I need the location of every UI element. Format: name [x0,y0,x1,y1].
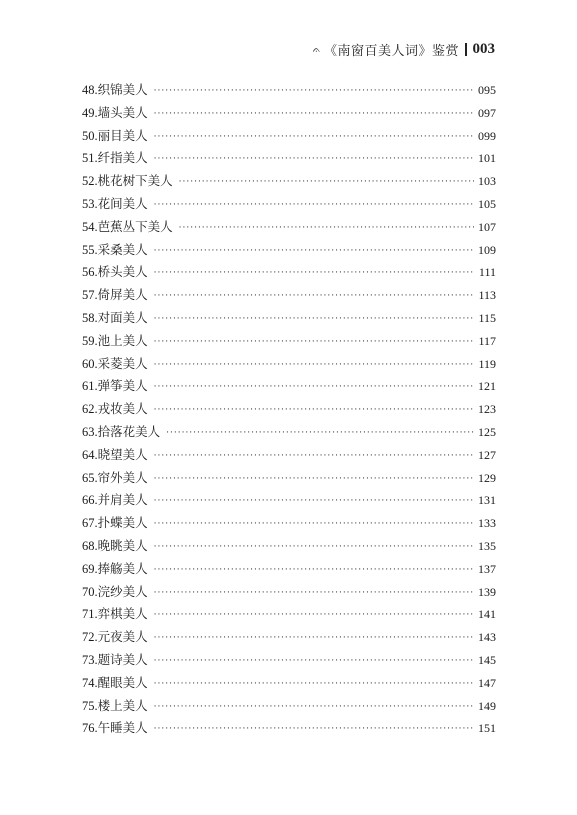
dot-leader [154,490,474,513]
entry-page-number: 123 [478,402,496,417]
entry-number: 64. [82,447,98,462]
entry-title: 倚屏美人 [97,287,148,303]
entry-number: 52. [82,174,98,189]
entry-title: 浣纱美人 [97,583,148,599]
entry-page-number: 137 [478,561,496,576]
entry-number: 60. [82,356,98,371]
entry-number: 71. [82,607,98,622]
header-divider [465,43,467,56]
entry-page-number: 111 [478,265,496,280]
entry-page-number: 103 [478,174,496,189]
entry-page-number: 117 [478,333,496,348]
toc-entry[interactable] [82,284,496,307]
dot-leader [154,650,474,673]
dot-leader [154,80,474,103]
entry-page-number: 099 [478,128,496,143]
entry-title: 拾落花美人 [97,423,161,439]
dot-leader [154,148,474,171]
entry-number: 53. [82,196,98,211]
toc-entry[interactable] [82,717,496,740]
toc-entry[interactable] [82,398,496,421]
dot-leader [154,399,474,422]
entry-title: 芭蕉丛下美人 [97,218,173,234]
toc-entry[interactable] [82,649,496,672]
entry-page-number: 143 [478,630,496,645]
entry-number: 49. [82,105,98,120]
toc-entry[interactable] [82,603,496,626]
entry-number: 65. [82,470,98,485]
dot-leader [154,696,474,719]
entry-number: 48. [82,83,98,97]
toc-entry[interactable] [82,239,496,262]
entry-title: 题诗美人 [97,651,148,667]
dot-leader [154,240,474,263]
toc-entry[interactable] [82,307,496,330]
dot-leader [179,217,474,240]
entry-page-number: 107 [478,219,496,234]
entry-number: 66. [82,493,98,508]
header-ornament-icon: ᨊ [312,44,321,55]
entry-number: 75. [82,698,98,713]
entry-title: 晓望美人 [97,446,148,462]
entry-number: 73. [82,652,98,667]
entry-number: 70. [82,584,98,599]
toc-entry[interactable] [82,375,496,398]
entry-number: 67. [82,516,98,531]
entry-title: 织锦美人 [97,82,148,97]
dot-leader [154,285,475,308]
entry-title: 对面美人 [97,309,148,325]
entry-page-number: 135 [478,538,496,553]
entry-page-number: 145 [478,652,496,667]
toc-entry[interactable] [82,193,496,216]
entry-title: 纤指美人 [97,150,148,166]
entry-page-number: 139 [478,584,496,599]
entry-page-number: 113 [478,288,496,303]
toc-entry[interactable] [82,489,496,512]
entry-title: 丽目美人 [97,127,148,143]
entry-page-number: 109 [478,242,496,257]
entry-page-number: 149 [478,698,496,713]
entry-title: 捧觞美人 [97,560,148,576]
toc-entry[interactable] [82,695,496,718]
entry-title: 并肩美人 [97,492,148,508]
toc-entry[interactable] [82,467,496,490]
toc-entry[interactable] [82,535,496,558]
entry-page-number: 125 [478,424,496,439]
entry-number: 51. [82,151,98,166]
dot-leader [166,422,474,445]
entry-page-number: 115 [478,310,496,325]
entry-title: 扑蝶美人 [97,515,148,531]
toc-entry[interactable] [82,216,496,239]
entry-page-number: 121 [478,379,496,394]
dot-leader [154,354,475,377]
entry-page-number: 105 [478,196,496,211]
toc-entry[interactable] [82,512,496,535]
book-title: 《南窗百美人词》鉴赏 [323,44,459,59]
entry-title: 采菱美人 [97,355,148,371]
toc-entry[interactable] [82,353,496,376]
entry-page-number: 151 [478,721,496,736]
entry-title: 戎妆美人 [97,401,148,417]
entry-number: 59. [82,333,98,348]
toc-entry[interactable] [82,558,496,581]
entry-title: 墙头美人 [97,104,148,120]
running-header [313,40,495,59]
entry-number: 74. [82,675,98,690]
entry-title: 楼上美人 [97,697,148,713]
dot-leader [154,103,474,126]
entry-page-number: 101 [478,151,496,166]
dot-leader [154,536,474,559]
entry-title: 池上美人 [97,332,148,348]
entry-number: 72. [82,630,98,645]
dot-leader [154,718,474,741]
entry-number: 57. [82,288,98,303]
toc-entry[interactable] [82,261,496,284]
entry-title: 弹筝美人 [97,378,148,394]
page-number: 003 [472,41,495,57]
entry-title: 午睡美人 [97,720,148,736]
toc-entry[interactable] [82,125,496,148]
dot-leader [154,559,474,582]
entry-number: 63. [82,424,98,439]
dot-leader [179,171,474,194]
toc-entry[interactable] [82,147,496,170]
toc-entry[interactable] [82,170,496,193]
dot-leader [154,627,474,650]
toc-entry[interactable] [82,444,496,467]
entry-title: 弈棋美人 [97,606,148,622]
toc-entry[interactable] [82,581,496,604]
entry-title: 帘外美人 [97,469,148,485]
entry-number: 76. [82,721,98,736]
entry-page-number: 133 [478,516,496,531]
entry-page-number: 147 [478,675,496,690]
toc-entry[interactable] [82,79,496,102]
dot-leader [154,468,474,491]
entry-title: 晚眺美人 [97,537,148,553]
dot-leader [154,194,474,217]
entry-title: 花间美人 [97,195,148,211]
entry-page-number: 141 [478,607,496,622]
entry-number: 62. [82,402,98,417]
dot-leader [154,445,474,468]
toc-entry[interactable] [82,330,496,353]
entry-page-number: 097 [478,105,496,120]
entry-page-number: 131 [478,493,496,508]
entry-title: 桥头美人 [97,264,148,280]
entry-page-number: 119 [478,356,496,371]
dot-leader [154,331,475,354]
dot-leader [154,582,474,605]
toc-entry[interactable] [82,102,496,125]
dot-leader [154,376,474,399]
entry-number: 55. [82,242,98,257]
dot-leader [154,262,475,285]
entry-title: 醒眼美人 [97,674,148,690]
entry-page-number: 129 [478,470,496,485]
entry-number: 58. [82,310,98,325]
entry-title: 桃花树下美人 [97,173,173,189]
entry-page-number: 127 [478,447,496,462]
entry-number: 56. [82,265,98,280]
entry-number: 69. [82,561,98,576]
entry-number: 50. [82,128,98,143]
entry-number: 54. [82,219,98,234]
entry-number: 61. [82,379,98,394]
dot-leader [154,126,474,149]
toc-entry[interactable] [82,626,496,649]
entry-title: 采桑美人 [97,241,148,257]
toc-entry[interactable] [82,672,496,695]
entry-page-number: 095 [478,83,496,97]
dot-leader [154,308,475,331]
table-of-contents [82,79,496,740]
entry-number: 68. [82,538,98,553]
dot-leader [154,604,474,627]
dot-leader [154,513,474,536]
entry-title: 元夜美人 [97,629,148,645]
toc-entry[interactable] [82,421,496,444]
dot-leader [154,673,474,696]
